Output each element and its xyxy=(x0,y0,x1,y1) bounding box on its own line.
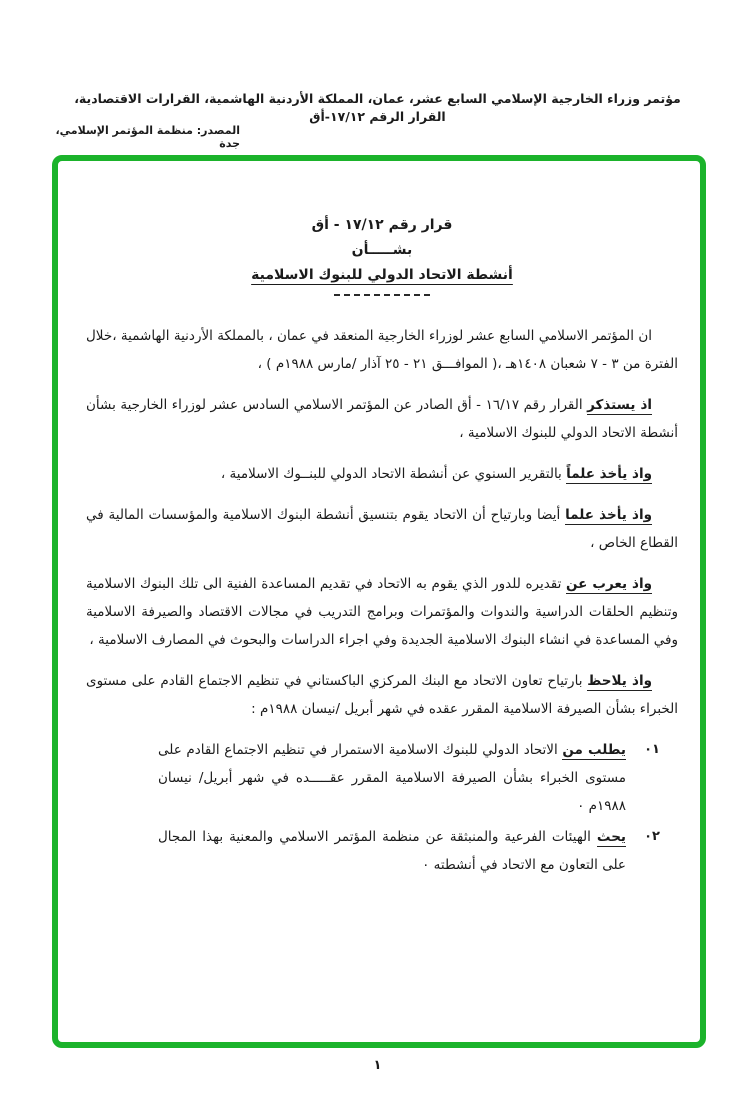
item-text: يحث الهيئات الفرعية والمنبثقة عن منظمة المؤتمر الاسلامي والمعنية بهذا المجال على التعاون مع الاتحاد في أنشطته ٠ xyxy=(158,829,626,873)
paragraph-lead-underlined: واذ يعرب عن xyxy=(566,576,652,592)
resolution-regarding-line: بشـــــأن xyxy=(351,242,413,258)
resolution-subject-line: أنشطة الاتحاد الدولي للبنوك الاسلامية xyxy=(251,267,513,283)
title-dashed-underline xyxy=(334,294,430,296)
header-citation-line: مؤتمر وزراء الخارجية الإسلامي السابع عشر، عمان، المملكة الأردنية الهاشمية، القرارات الاقتصادية، القرار الرقم ١٧/١٢-أق xyxy=(74,91,681,124)
paragraph-lead-underlined: اذ يستذكر xyxy=(587,397,652,413)
paragraph-lead-underlined: واذ يأخذ علماً xyxy=(566,466,652,482)
document-body xyxy=(58,161,700,1042)
preamble-paragraphs xyxy=(86,322,678,723)
preamble-paragraph: واذ يأخذ علما أيضا وبارتياح أن الاتحاد يقوم بتنسيق أنشطة البنوك الاسلامية والمؤسسات المالية في القطاع الخاص ، xyxy=(86,507,678,551)
operative-item xyxy=(100,736,678,820)
preamble-paragraph: واذ يأخذ علماً بالتقرير السنوي عن أنشطة الاتحاد الدولي للبنــوك الاسلامية ، xyxy=(220,466,652,482)
item-number: ٠٢ xyxy=(644,829,660,844)
operative-items xyxy=(86,736,678,879)
resolution-number-line: قرار رقم ١٧/١٢ - أق xyxy=(311,217,453,233)
preamble-paragraph: واذ يعرب عن تقديره للدور الذي يقوم به الاتحاد في تقديم المساعدة الفنية الى تلك البنوك الاسلامية وتنظيم الحلقات الدراسية والندوات والمؤتمرات وبرامج التدريب في مجالات الاقتصاد والصيرفة الاسلامية وفي المساعدة في انشاء البنوك الاسلامية الجديدة وفي اجراء الدراسات والبحوث في المصارف الاسلامية ، xyxy=(86,576,678,648)
resolution-title-block xyxy=(86,213,678,296)
header-source-line: المصدر: منظمة المؤتمر الإسلامي، جدة xyxy=(55,124,240,150)
paragraph-lead-underlined: واذ يأخذ علما xyxy=(565,507,652,523)
item-lead-underlined: يطلب من xyxy=(562,742,626,758)
page-number: ١ xyxy=(373,1058,382,1073)
item-text: يطلب من الاتحاد الدولي للبنوك الاسلامية الاستمرار في تنظيم الاجتماع القادم على مستوى الخبراء بشأن الصيرفة الاسلامية المقرر عقـــــده في شهر أبريل/ نيسان ١٩٨٨م ٠ xyxy=(158,742,626,814)
item-lead-underlined: يحث xyxy=(596,829,626,845)
operative-item xyxy=(100,823,678,879)
paragraph-lead-underlined: واذ يلاحظ xyxy=(587,673,652,689)
preamble-paragraph: ان المؤتمر الاسلامي السابع عشر لوزراء الخارجية المنعقد في عمان ، بالمملكة الأردنية الهاشمية ،خلال الفترة من ٣ - ٧ شعبان ١٤٠٨هـ ،( الموافـــق ٢١ - ٢٥ آذار /مارس ١٩٨٨م ) ، xyxy=(86,328,678,372)
preamble-paragraph: واذ يلاحظ بارتياح تعاون الاتحاد مع البنك المركزي الباكستاني في تنظيم الاجتماع القادم على مستوى الخبراء بشأن الصيرفة الاسلامية المقرر عقده في شهر أبريل /نيسان ١٩٨٨م : xyxy=(86,673,678,717)
green-document-frame xyxy=(52,155,706,1048)
item-number: ٠١ xyxy=(644,742,660,757)
preamble-paragraph: اذ يستذكر القرار رقم ١٦/١٧ - أق الصادر عن المؤتمر الاسلامي السادس عشر لوزراء الخارجية بشأن أنشطة الاتحاد الدولي للبنوك الاسلامية ، xyxy=(86,397,678,441)
